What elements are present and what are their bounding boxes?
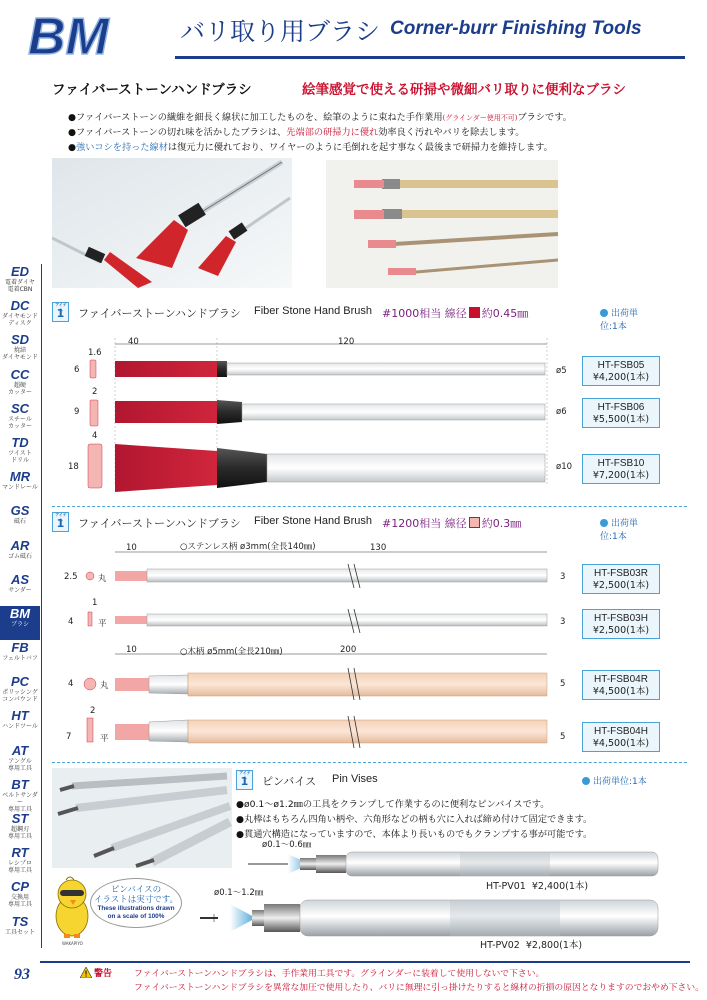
pin-vise-range: ø0.1～0.6㎜ [262,840,312,850]
tab-code: PC [10,674,30,690]
item-code: HT-FSB04H [594,726,648,737]
steel-handle-note: ○ステンレス柄 ø3mm(全長140㎜) [180,542,316,552]
spec-size: 約0.3㎜ [481,517,522,530]
pin-vise-drawing [200,838,670,950]
category-tab-ts[interactable] [0,914,40,948]
tab-code: AS [10,571,30,587]
section-divider [52,762,687,763]
dim-height: 7 [66,732,72,742]
tab-code: CC [10,366,30,382]
dim-height: 2.5 [64,572,78,582]
dim-width: 2 [90,706,96,716]
category-index [0,264,40,948]
dim-handle-length: 130 [370,543,387,553]
bubble-text-jp: ピンバイスの イラストは実寸です。 [93,885,179,905]
warning-line: ファイバーストーンハンドブラシは、手作業用工具です。グラインダーに装着して使用しないで下さい。 [134,969,545,979]
tab-code: AR [10,537,30,553]
tab-code: HT [11,708,29,724]
brush-shape: 平 [98,619,107,629]
product-spec [382,305,528,321]
tab-code: ST [11,811,29,826]
tab-code: BT [11,776,29,792]
bullet-2 [68,124,524,138]
chick-mascot-icon [50,874,94,940]
brush-photo-2 [326,160,558,288]
dim-diameter: 5 [560,679,566,689]
tab-label: 電着ダイヤ 電着CBN [5,279,35,293]
item-code-box [582,609,660,639]
item-price: ¥2,500(1本) [592,625,650,636]
header-rule [175,56,685,59]
header-title-jp: バリ取り用ブラシ [180,17,381,46]
tab-label: 超硬 カッター [8,381,32,396]
dim-diameter: ø6 [556,407,567,417]
category-tab-at[interactable] [0,743,40,777]
tab-label: ツイスト ドリル [8,449,32,464]
pin-vise-bullet: ●貫通穴構造になっていますので、本体より長いものでもクランプする事が可能です。 [236,829,593,840]
dim-height: 6 [74,365,80,375]
product-name-en: Fiber Stone Hand Brush [254,515,373,527]
tab-code: DC [10,298,30,314]
bullet-note: (グラインダー使用不可) [442,114,518,122]
dim-diameter: ø5 [556,366,567,376]
product-name: ファイバーストーンハンドブラシ [78,517,241,530]
dim-height: 18 [68,462,79,472]
spec-text: #1200相当 線径 [382,517,467,530]
tab-label: 工具セット [4,928,35,936]
item-code: HT-FSB03R [594,568,648,579]
tab-label: レシプロ 専用工具 [7,860,32,875]
brush-photo-1 [52,158,292,288]
tab-code: SD [10,332,30,348]
bullet-text: ●ファイバーストーンの繊維を細長く線状に加工したものを、絵筆のように束ねた手作業用 [68,112,443,123]
item-code: HT-FSB03H [594,613,648,624]
category-tab-ar[interactable] [0,538,40,572]
tab-label: ブラシ [10,620,29,628]
spec-size: 約0.45㎜ [481,307,529,320]
product-header-hand-brush-1000 [52,302,652,332]
dim-height: 4 [68,617,74,627]
mascot-caption: WAKAPIYO [62,941,83,946]
item-badge: アイテム 1 [52,302,69,322]
item-code-box [582,454,660,484]
dim-diameter: ø10 [556,462,573,472]
pin-vise-bullet: ●丸棒はもちろん四角い柄や、六角形などの柄も穴に入れば締め付けて固定できます。 [236,814,593,825]
section-title: ファイバーストーンハンドブラシ [52,82,252,98]
bullet-highlight: 強いコシを持った線材 [76,142,168,153]
tab-code: GS [10,503,30,519]
category-tab-bm[interactable] [0,606,40,640]
item-code-box [582,398,660,428]
dim-diameter: 5 [560,732,566,742]
item-code: HT-FSB04R [594,674,648,685]
spec-text: #1000相当 線径 [382,307,467,320]
bullet-text: ●ファイバーストーンの切れ味を活かしたブラシは、 [68,127,287,138]
bullet-text: 効率良く汚れやバリを除去します。 [378,127,525,138]
shipping-unit: 出荷単位:1本 [600,516,652,542]
tab-label: 交換用 専用工具 [7,894,32,909]
header-title-en: Corner-burr Finishing Tools [390,18,642,39]
pin-vise-code [480,937,582,951]
tab-code: FB [11,640,29,656]
product-name-en: Fiber Stone Hand Brush [254,305,373,317]
tab-code: MR [9,469,31,485]
pin-vise-range: ø0.1～1.2㎜ [214,888,264,898]
category-tab-st[interactable] [0,811,40,845]
logo-text: BM [28,8,109,62]
category-tab-ed[interactable] [0,264,40,298]
item-code: HT-FSB05 [597,360,645,371]
tab-label: 砥石 [13,518,26,526]
tab-label: ダイヤモンド ディスク [2,313,38,328]
bullet-highlight: 先端部の研掃力に優れ [286,127,379,138]
footer-rule [40,961,690,963]
item-code: HT-FSB06 [597,402,645,413]
item-price: ¥4,200(1本) [592,372,650,383]
page-header [0,0,707,62]
warning-line: ファイバーストーンハンドブラシを異常な加圧で使用したり、バリに無理に引っ掛けたりすると線材の折損の原因となりますのでおやめ下さい。 [134,983,704,993]
dim-height: 9 [74,407,80,417]
dim-handle-length: 120 [338,337,355,347]
item-price: ¥5,500(1本) [592,414,650,425]
bullet-text: ブラシです。 [517,112,572,123]
shipping-unit: 出荷単位:1本 [582,774,647,787]
dim-width: 2 [92,387,98,397]
category-tab-ht[interactable] [0,708,40,742]
tab-label: サンダー [8,586,32,594]
tab-label: ベルトサンダー 専用工具 [2,791,38,813]
dim-bristle-length: 40 [128,337,139,347]
brush-shape: 平 [100,734,109,744]
category-tab-dc[interactable] [0,298,40,332]
tab-code: RT [11,845,29,861]
category-tab-mr[interactable] [0,469,40,503]
dim-width: 1.6 [88,348,102,358]
tab-code: CP [10,879,30,895]
product-header-pin-vises [236,770,686,792]
category-tab-pc[interactable] [0,674,40,708]
dim-diameter: 3 [560,572,566,582]
section-divider [52,506,687,507]
bm-logo [24,6,174,62]
product-name: ファイバーストーンハンドブラシ [78,307,241,320]
tab-code: AT [11,742,29,758]
index-line [41,264,42,948]
item-code: HT-PV01 [486,881,526,892]
tab-code: ED [10,264,30,279]
category-tab-td[interactable] [0,435,40,469]
item-code: HT-PV02 [480,940,520,951]
tab-label: スチール カッター [8,415,32,430]
color-swatch [469,517,480,528]
item-badge: アイテム 1 [236,770,253,790]
tab-code: BM [9,605,31,621]
bullet-text: は復元力に優れており、ワイヤーのように毛倒れを起す事なく最後まで研掃力を維持します。 [167,142,553,153]
item-price: ¥4,500(1本) [592,686,650,697]
category-tab-bt[interactable] [0,777,40,811]
tab-code: SC [10,400,30,416]
item-price: ¥4,500(1本) [592,738,650,749]
tab-label: ハンドツール [2,723,38,731]
tab-label: フェルトバフ [2,655,38,663]
dim-bristle-length: 10 [126,645,137,655]
category-tab-cc[interactable] [0,367,40,401]
item-code-box [582,356,660,386]
pin-vise-bullet: ●ø0.1～ø1.2㎜の工具をクランプして作業するのに便利なピンバイスです。 [236,799,550,810]
item-price: ¥2,800(1本) [525,940,583,951]
tab-label: ポリッシング コンパウンド [2,689,38,704]
tab-label: アングル 専用工具 [7,757,32,772]
hand-brush-1000-drawing [52,330,582,500]
tab-code: TS [11,913,29,929]
warning-label: 警告 [94,969,113,979]
dim-handle-length: 200 [340,645,357,655]
dim-width: 1 [92,598,98,608]
item-price: ¥2,400(1本) [531,881,589,892]
warning-icon [80,967,92,978]
category-tab-cp[interactable] [0,879,40,913]
category-tab-gs[interactable] [0,503,40,537]
scale-note-bubble [90,878,182,928]
dim-bristle-length: 10 [126,543,137,553]
category-tab-sc[interactable] [0,401,40,435]
tab-label: 焼結 ダイヤモンド [2,347,38,362]
product-header-hand-brush-1200 [52,512,652,542]
item-price: ¥7,200(1本) [592,470,650,481]
bullet-text: ● [68,142,77,153]
item-code-box [582,670,660,700]
category-tab-rt[interactable] [0,845,40,879]
shipping-unit: 出荷単位:1本 [600,306,652,332]
item-price: ¥2,500(1本) [592,580,650,591]
page-number: 93 [14,966,30,983]
category-tab-sd[interactable] [0,332,40,366]
pin-vise-code [486,878,588,892]
product-name: ピンバイス [262,775,317,788]
item-code-box [582,564,660,594]
tab-label: 超鋼刃 専用工具 [7,826,32,840]
product-name-en: Pin Vises [332,773,378,785]
category-tab-fb[interactable] [0,640,40,674]
category-tab-as[interactable] [0,572,40,606]
dim-height: 4 [68,679,74,689]
bubble-text-en: These illustrations drawn on a scale of 100% [97,905,175,920]
brush-shape: 丸 [98,574,107,584]
product-spec [382,515,521,531]
tab-label: ゴム砥石 [7,552,32,560]
tab-code: TD [11,434,29,450]
section-tagline: 絵筆感覚で使える研掃や微細バリ取りに便利なブラシ [302,82,626,98]
color-swatch [469,307,480,318]
item-code: HT-FSB10 [597,458,645,469]
item-code-box [582,722,660,752]
item-badge: アイテム 1 [52,512,69,532]
bullet-3 [68,139,553,153]
bullet-1 [68,109,572,123]
dim-diameter: 3 [560,617,566,627]
wood-handle-note: ○木柄 ø5mm(全長210㎜) [180,647,283,657]
tab-label: マンドレール [2,484,38,492]
brush-shape: 丸 [100,681,109,691]
dim-width: 4 [92,431,98,441]
